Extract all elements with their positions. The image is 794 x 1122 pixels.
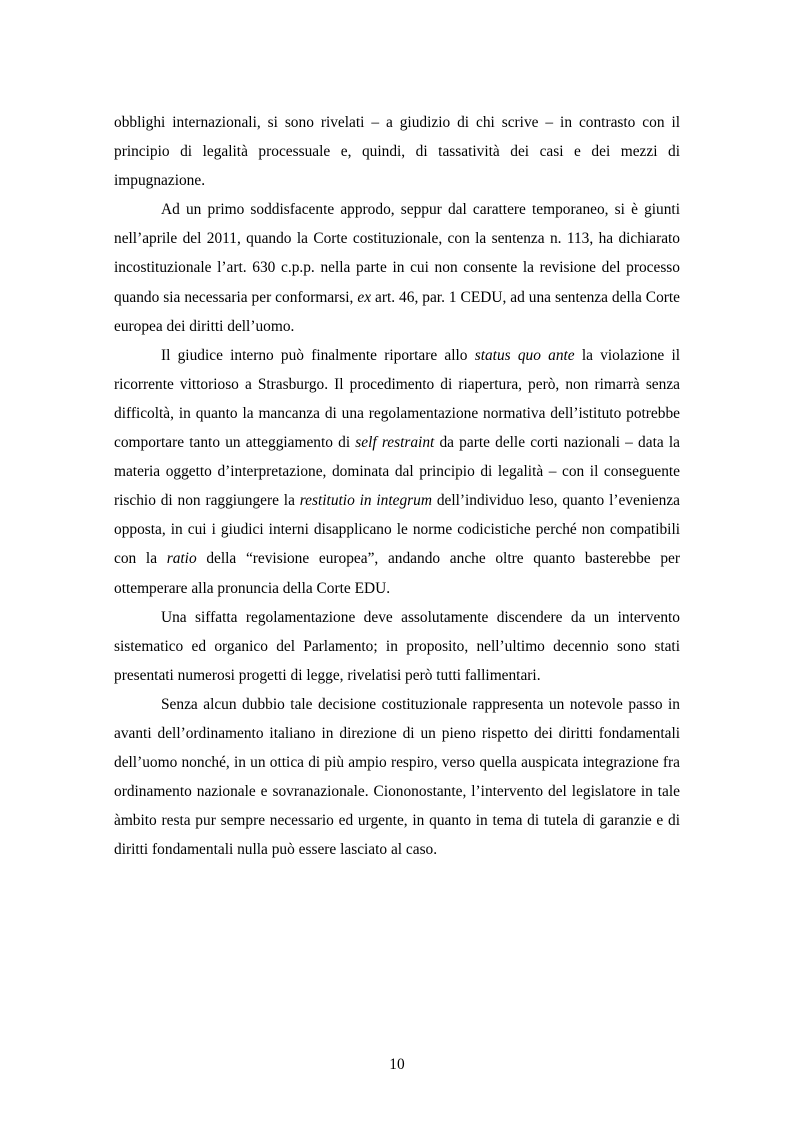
page-number: 10 [389, 1056, 405, 1073]
italic-term: self restraint [355, 434, 435, 452]
text-run: la violazione il ricorrente vittorioso a Strasburgo. Il procedimento di riapertura, però, non rimarrà senza difficoltà, in quanto la mancanza di una regolamentazione normativa dell’istituto potrebbe comportare tanto un atteggiamento di [114, 346, 681, 452]
paragraph-5 [114, 690, 680, 865]
paragraph-3 [114, 341, 680, 603]
text-run: art. 46, par. 1 CEDU, ad una sentenza della Corte europea dei diritti dell’uomo. [114, 288, 680, 335]
paragraph-4 [114, 603, 680, 690]
text-run: Il giudice interno può finalmente riportare allo [161, 346, 475, 364]
text-run: da parte delle corti nazionali – data la materia oggetto d’interpretazione, dominata dal principio di legalità – con il conseguente rischio di non raggiungere la [114, 434, 680, 510]
paragraph-1 [114, 108, 680, 195]
paragraph-2 [114, 195, 680, 340]
italic-term: ex [357, 288, 372, 306]
body-text [114, 108, 680, 864]
italic-term: restitutio in integrum [299, 492, 432, 510]
text-run: Una siffatta regolamentazione deve assolutamente discendere da un intervento sistematico ed organico del Parlamento; in proposito, nell’ultimo decennio sono stati presentati numerosi progetti di legge, rivelatisi però tutti fallimentari. [114, 608, 680, 684]
text-run: obblighi internazionali, si sono rivelati – a giudizio di chi scrive – in contrasto con il principio di legalità processuale e, quindi, di tassatività dei casi e dei mezzi di impugnazione. [114, 114, 680, 190]
italic-term: status quo ante [474, 346, 575, 364]
text-run: dell’individuo leso, quanto l’evenienza opposta, in cui i giudici interni disapplicano le norme codicistiche perché non compatibili con la [114, 492, 680, 568]
italic-term: ratio [166, 550, 197, 568]
text-run: Senza alcun dubbio tale decisione costituzionale rappresenta un notevole passo in avanti dell’ordinamento italiano in direzione di un pieno rispetto dei diritti fondamentali dell’uomo nonché, in un ottica di più ampio respiro, verso quella auspicata integrazione fra ordinamento nazionale e sovranazionale. Ciononostante, l’intervento del legislatore in tale àmbito resta pur sempre necessario ed urgente, in quanto in tema di tutela di garanzie e di diritti fondamentali nulla può essere lasciato al caso. [114, 695, 680, 859]
text-run: della “revisione europea”, andando anche oltre quanto basterebbe per ottemperare alla pronuncia della Corte EDU. [114, 550, 680, 597]
text-run: Ad un primo soddisfacente approdo, seppur dal carattere temporaneo, si è giunti nell’aprile del 2011, quando la Corte costituzionale, con la sentenza n. 113, ha dichiarato incostituzionale l’art. 630 c.p.p. nella parte in cui non consente la revisione del processo quando sia necessaria per conformarsi, [114, 201, 680, 306]
